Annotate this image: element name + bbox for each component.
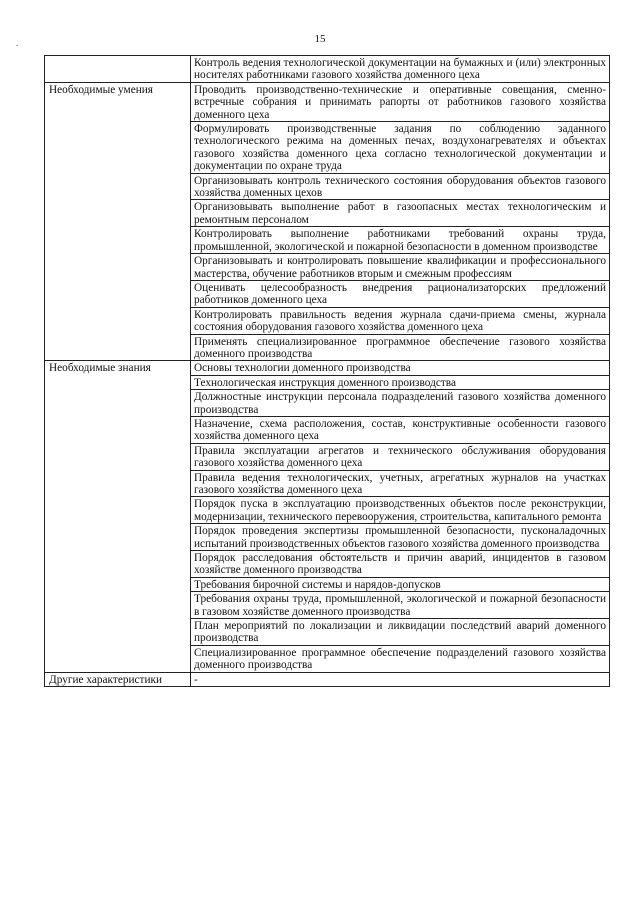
- row-item: Порядок пуска в эксплуатацию производственных объектов после реконструкции, модернизации, технического перевооружения, строительства, капитального ремонта: [191, 497, 610, 524]
- table-row: [45, 56, 610, 83]
- row-item: Контроль ведения технологической документации на бумажных и (или) электронных носителях работниками газового хозяйства доменного цеха: [191, 56, 610, 83]
- row-item: Порядок расследования обстоятельств и причин аварий, инцидентов в газовом хозяйстве доменного производства: [191, 551, 610, 578]
- table-row: [45, 672, 610, 686]
- table-row: [45, 82, 610, 121]
- row-label: Необходимые умения: [45, 82, 191, 361]
- row-item: Правила эксплуатации агрегатов и технического обслуживания оборудования газового хозяйства доменного цеха: [191, 443, 610, 470]
- row-label: Необходимые знания: [45, 361, 191, 672]
- row-item: Должностные инструкции персонала подразделений газового хозяйства доменного производства: [191, 390, 610, 417]
- row-item: План мероприятий по локализации и ликвидации последствий аварий доменного производства: [191, 619, 610, 646]
- row-label: Другие характеристики: [45, 672, 191, 686]
- row-item: Назначение, схема расположения, состав, конструктивные особенности газового хозяйства доменного цеха: [191, 416, 610, 443]
- row-item: Формулировать производственные задания по соблюдению заданного технологического режима на доменных печах, воздухонагревателях и объектах газового хозяйства доменного цеха согласно технологической документации и документации по охране труда: [191, 122, 610, 174]
- row-item: Организовывать и контролировать повышение квалификации и профессионального мастерства, обучение работников вторым и смежным профессиям: [191, 254, 610, 281]
- row-item: Порядок проведения экспертизы промышленной безопасности, пусконаладочных испытаний производственных объектов газового хозяйства доменного производства: [191, 524, 610, 551]
- row-item: -: [191, 672, 610, 686]
- row-item: Правила ведения технологических, учетных, агрегатных журналов на участках газового хозяйства доменного цеха: [191, 470, 610, 497]
- row-item: Требования бирочной системы и нарядов-допусков: [191, 577, 610, 591]
- row-item: Организовывать контроль технического состояния оборудования объектов газового хозяйства доменных цехов: [191, 173, 610, 200]
- page-number: 15: [314, 33, 326, 45]
- row-item: Технологическая инструкция доменного производства: [191, 375, 610, 389]
- row-item: Основы технологии доменного производства: [191, 361, 610, 375]
- competency-table: [44, 55, 610, 687]
- row-label: [45, 56, 191, 83]
- row-item: Специализированное программное обеспечение подразделений газового хозяйства доменного производства: [191, 645, 610, 672]
- scan-mark: .: [16, 38, 19, 48]
- table-row: [45, 361, 610, 375]
- row-item: Оценивать целесообразность внедрения рационализаторских предложений работников доменного цеха: [191, 280, 610, 307]
- row-item: Проводить производственно-технические и оперативные совещания, сменно-встречные собрания и принимать рапорты от работников газового хозяйства доменного цеха: [191, 82, 610, 121]
- row-item: Контролировать правильность ведения журнала сдачи-приема смены, журнала состояния оборудования газового хозяйства доменного цеха: [191, 307, 610, 334]
- row-item: Контролировать выполнение работниками требований охраны труда, промышленной, экологической и пожарной безопасности в доменном производстве: [191, 227, 610, 254]
- row-item: Применять специализированное программное обеспечение газового хозяйства доменного производства: [191, 334, 610, 361]
- row-item: Организовывать выполнение работ в газоопасных местах технологическим и ремонтным персоналом: [191, 200, 610, 227]
- row-item: Требования охраны труда, промышленной, экологической и пожарной безопасности в газовом хозяйстве доменного производства: [191, 592, 610, 619]
